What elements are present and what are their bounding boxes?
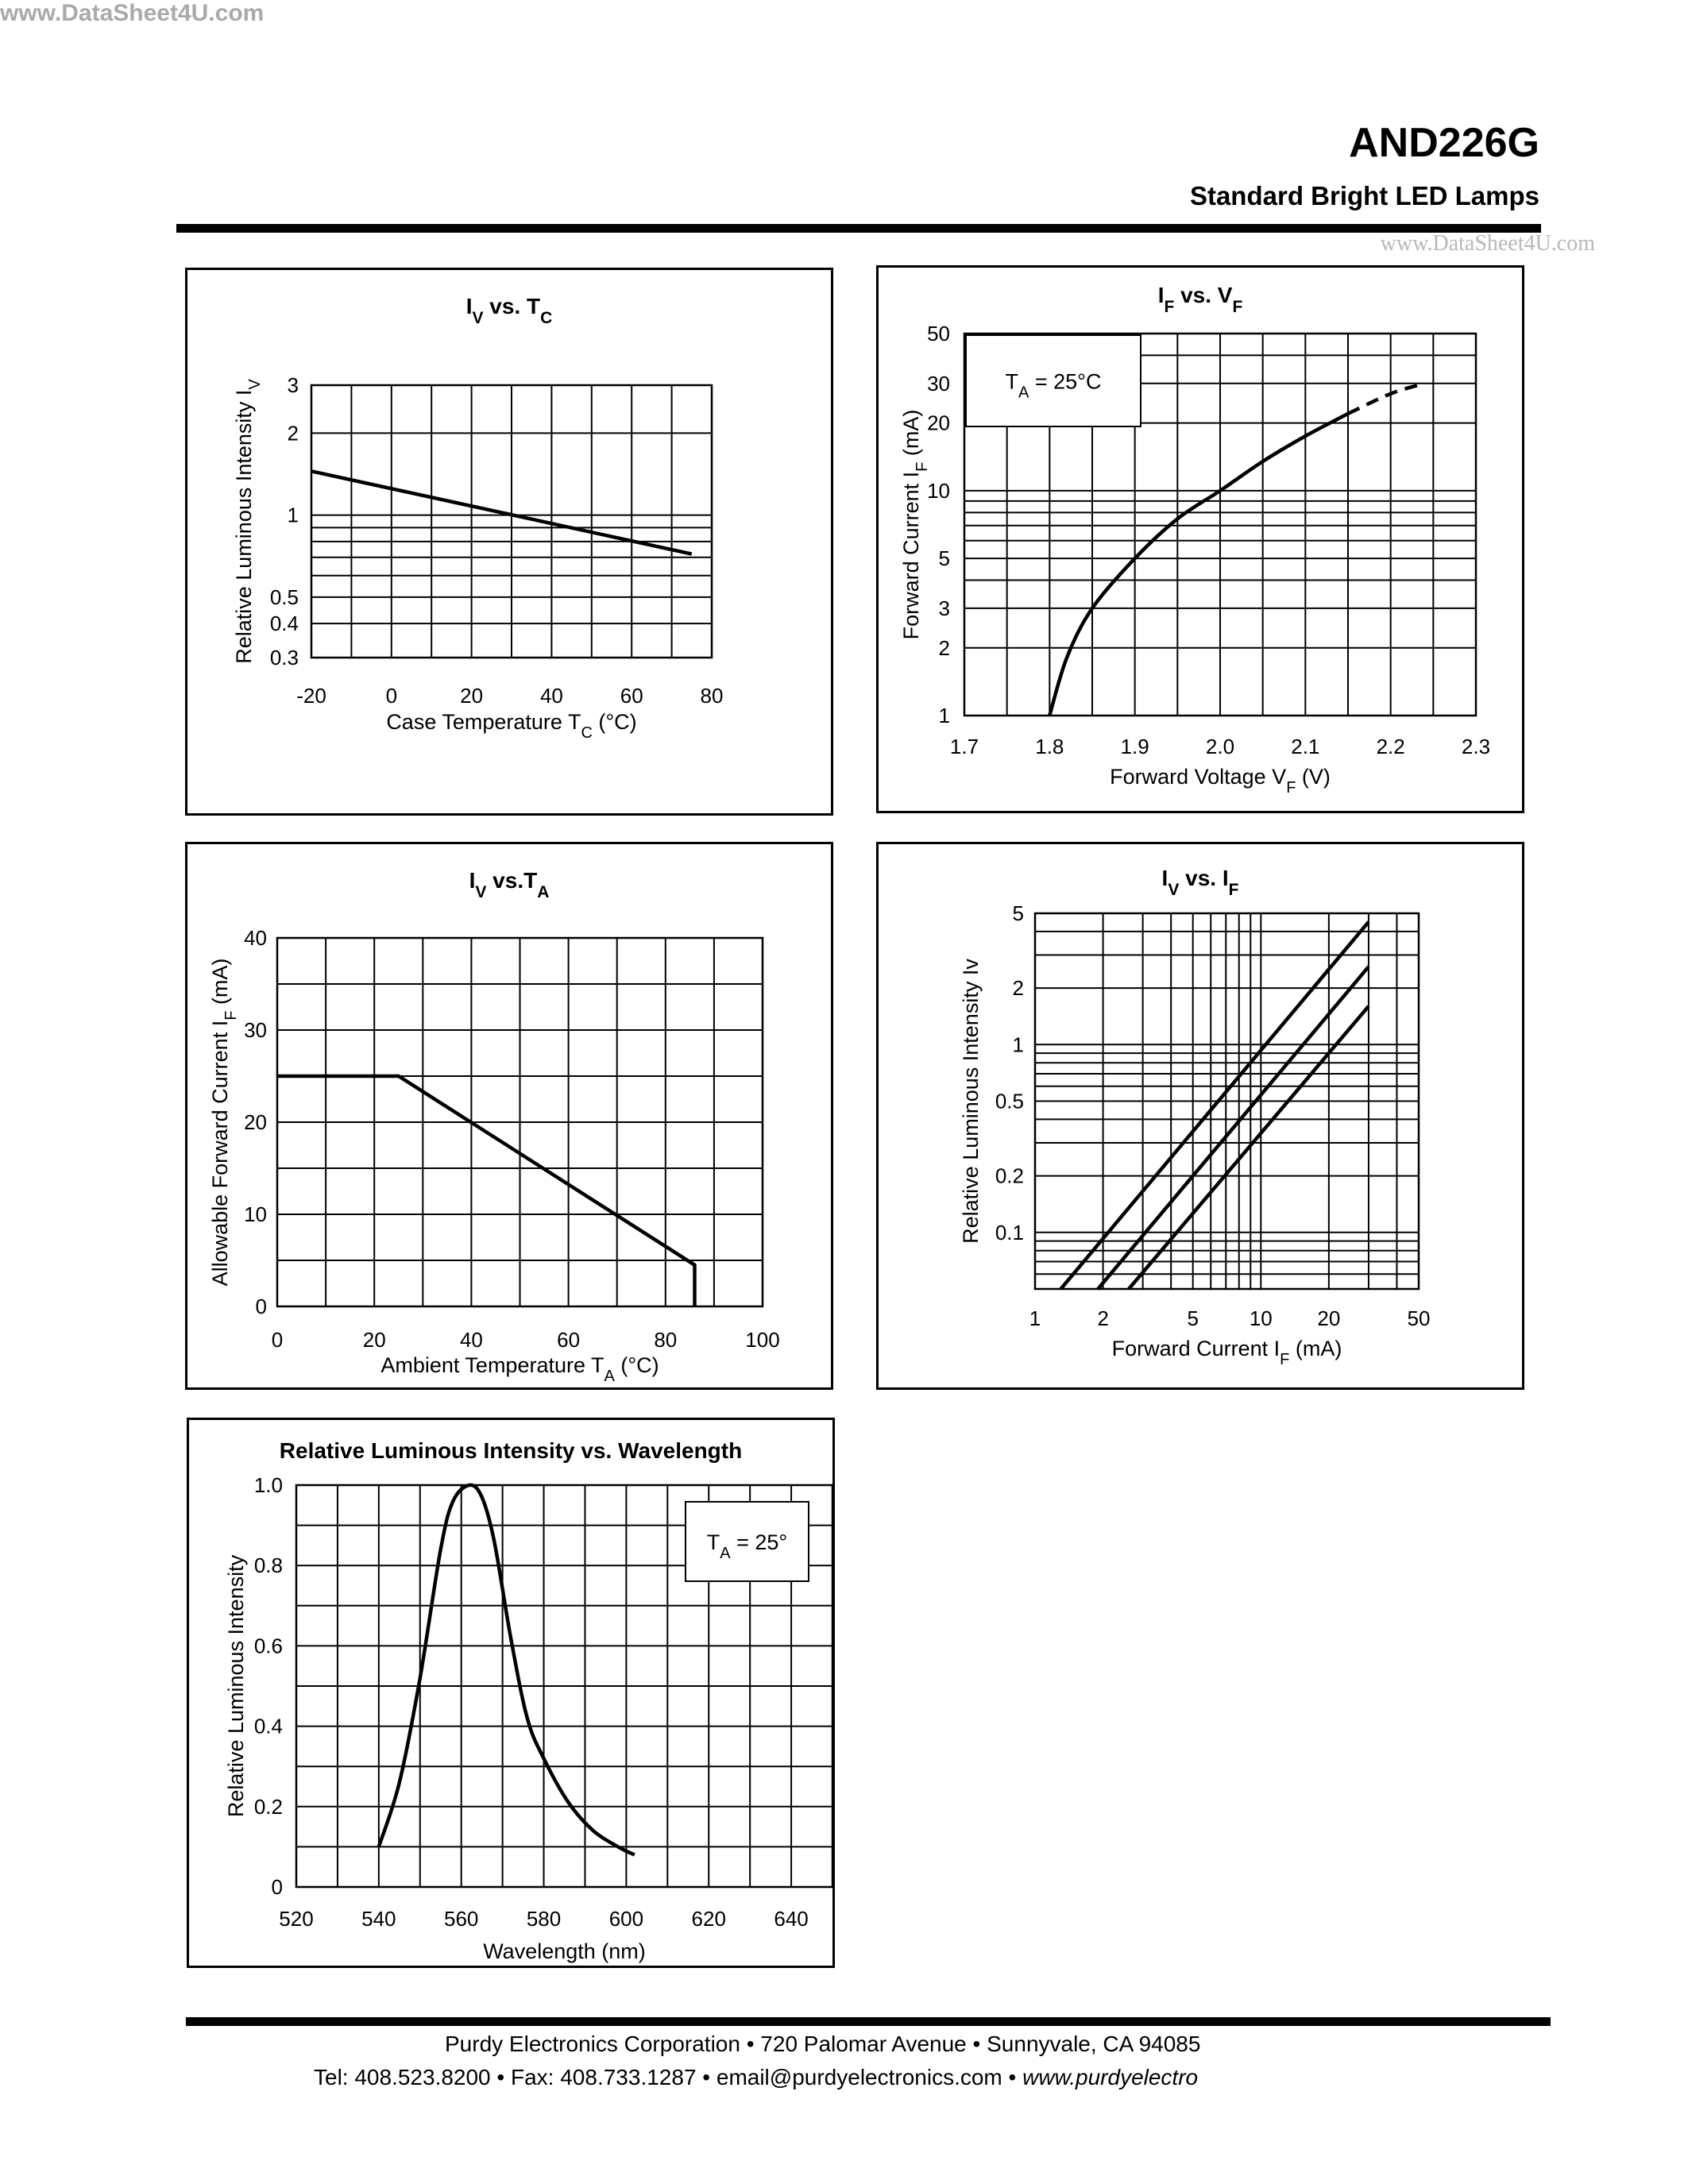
x-tick-label: 40 <box>539 684 563 708</box>
x-tick-label: 2.0 <box>1205 735 1235 758</box>
x-tick-label: 0 <box>385 684 398 708</box>
y-tick-label: 5 <box>938 546 950 571</box>
y-tick-label: 3 <box>287 373 299 397</box>
y-tick-label: 2 <box>1012 976 1024 1001</box>
chart-title: $I_V$ vs. $T_C$ <box>465 294 553 327</box>
series-line-1 <box>379 1485 635 1855</box>
chart-iv-vs-tc <box>187 270 831 813</box>
chart-iv-vs-wavelength <box>189 1420 832 1966</box>
y-tick-label: 20 <box>244 1110 267 1134</box>
y-tick-label: 2 <box>938 635 950 660</box>
x-tick-label: 2.3 <box>1461 735 1491 758</box>
y-tick-label: 0.2 <box>995 1163 1024 1188</box>
chart-iv-vs-if <box>879 844 1522 1387</box>
x-tick-label: 80 <box>700 684 724 708</box>
y-tick-label: 20 <box>927 411 950 435</box>
y-tick-label: 50 <box>927 322 950 345</box>
chart-if-vs-vf <box>879 268 1522 811</box>
x-tick-label: 20 <box>1317 1306 1341 1330</box>
grid <box>277 938 763 1306</box>
y-axis-label: Forward Current $I_F$ (mA) <box>899 409 931 640</box>
y-tick-label: 0 <box>255 1295 267 1318</box>
part-number: AND226G <box>1349 120 1539 166</box>
x-tick-label: 80 <box>654 1328 678 1352</box>
y-tick-label: 40 <box>244 926 267 950</box>
y-tick-label: 10 <box>927 478 950 503</box>
y-tick-label: 0.2 <box>253 1794 283 1819</box>
y-tick-label: 1 <box>1012 1032 1024 1057</box>
chart-title: Relative Luminous Intensity vs. Wavelength <box>279 1438 743 1463</box>
x-tick-label: 1.9 <box>1120 735 1149 758</box>
y-tick-label: 0.6 <box>253 1634 283 1658</box>
grid <box>1035 913 1419 1289</box>
y-tick-label: 1 <box>287 503 299 527</box>
chart-panel-iv-vs-ta <box>185 842 833 1390</box>
chart-panel-iv-vs-wavelength <box>187 1418 835 1968</box>
watermark-top: www.DataSheet4U.com <box>1380 231 1595 256</box>
y-axis-label: Allowable Forward Current $I_F$ (mA) <box>208 958 240 1287</box>
x-tick-label: 520 <box>279 1907 314 1931</box>
y-tick-label: 0.4 <box>269 612 299 636</box>
x-axis-label: Wavelength (nm) <box>483 1939 646 1963</box>
x-tick-label: 5 <box>1187 1306 1199 1330</box>
y-tick-label: 0.3 <box>269 646 299 669</box>
x-tick-label: 540 <box>361 1907 396 1931</box>
footer-contact-info: Tel: 408.523.8200 • Fax: 408.733.1287 • email@purdyelectronics.com • <box>314 2065 1023 2089</box>
x-tick-label: 100 <box>745 1328 780 1352</box>
y-tick-label: 0.5 <box>269 585 299 609</box>
x-tick-label: 1 <box>1029 1306 1041 1330</box>
bottom-divider <box>186 2017 1551 2026</box>
top-divider <box>176 224 1541 233</box>
y-axis-label: Relative Luminous Intensity <box>224 1554 248 1818</box>
y-tick-label: 3 <box>938 596 950 620</box>
annotation-text: $T_A = 25^\circ C$ <box>1005 369 1102 402</box>
x-tick-label: 2.1 <box>1291 735 1320 758</box>
x-tick-label: 2.2 <box>1376 735 1405 758</box>
y-axis-label: Relative Luminous Intensity Iv <box>959 959 983 1244</box>
y-tick-label: 5 <box>1012 901 1024 925</box>
chart-title: $I_V$ $vs.T_A$ <box>469 868 550 901</box>
x-tick-label: 0 <box>271 1328 284 1352</box>
footer-contact <box>314 2065 1198 2090</box>
annotation-text: $T_A = 25^\circ$ <box>706 1530 788 1562</box>
y-tick-label: 30 <box>244 1018 267 1042</box>
y-tick-label: 2 <box>287 421 299 446</box>
chart-panel-if-vs-vf <box>876 265 1524 813</box>
x-tick-label: -20 <box>296 684 326 708</box>
grid <box>311 385 712 658</box>
x-tick-label: 560 <box>443 1907 479 1931</box>
y-tick-label: 1.0 <box>253 1473 283 1497</box>
y-tick-label: 30 <box>927 371 950 396</box>
series-line-2 <box>1348 384 1425 414</box>
x-tick-label: 50 <box>1407 1306 1431 1330</box>
y-tick-label: 1 <box>938 704 950 727</box>
x-tick-label: 40 <box>459 1328 483 1352</box>
y-tick-label: 0.4 <box>253 1714 283 1738</box>
x-tick-label: 20 <box>460 684 484 708</box>
x-tick-label: 2 <box>1097 1306 1109 1330</box>
y-tick-label: 10 <box>244 1202 267 1226</box>
x-tick-label: 620 <box>691 1907 726 1931</box>
x-tick-label: 1.7 <box>949 735 979 758</box>
chart-iv-vs-ta <box>187 844 831 1387</box>
series-line-1 <box>1049 414 1348 716</box>
chart-panel-iv-vs-if <box>876 842 1524 1390</box>
document-subtitle: Standard Bright LED Lamps <box>1189 181 1539 210</box>
x-axis-label: Forward Current $I_F$ (mA) <box>1111 1337 1342 1368</box>
y-tick-label: 0.8 <box>253 1553 283 1578</box>
x-tick-label: 580 <box>526 1907 562 1931</box>
series-line-1 <box>277 1076 695 1306</box>
series-line-1 <box>1060 922 1369 1289</box>
x-axis-label: Case Temperature $T_C$ (°C) <box>386 710 637 742</box>
series-line-3 <box>1129 1006 1369 1289</box>
footer-website-link[interactable]: www.purdyelectro <box>1022 2065 1199 2089</box>
footer-address: Purdy Electronics Corporation • 720 Palomar Avenue • Sunnyvale, CA 94085 <box>445 2032 1201 2056</box>
x-tick-label: 10 <box>1249 1306 1273 1330</box>
x-tick-label: 640 <box>774 1907 809 1931</box>
x-axis-label: Forward Voltage $V_F$ (V) <box>1110 765 1331 797</box>
chart-title: $I_V$ vs. $I_F$ <box>1161 866 1239 899</box>
y-tick-label: 0 <box>271 1875 283 1899</box>
x-tick-label: 1.8 <box>1035 735 1064 758</box>
watermark-bottom: www.DataSheet4U.com <box>0 0 265 26</box>
x-axis-label: Ambient Temperature $T_A$ (°C) <box>380 1353 659 1385</box>
x-tick-label: 60 <box>620 684 643 708</box>
x-tick-label: 600 <box>608 1907 644 1931</box>
chart-panel-iv-vs-tc <box>185 268 833 816</box>
y-tick-label: 0.1 <box>995 1220 1024 1244</box>
y-tick-label: 0.5 <box>995 1089 1024 1113</box>
chart-title: $I_F$ vs. $V_F$ <box>1157 283 1243 316</box>
x-tick-label: 60 <box>557 1328 581 1352</box>
y-axis-label: Relative Luminous Intensity $I_V$ <box>232 379 264 664</box>
x-tick-label: 20 <box>362 1328 386 1352</box>
